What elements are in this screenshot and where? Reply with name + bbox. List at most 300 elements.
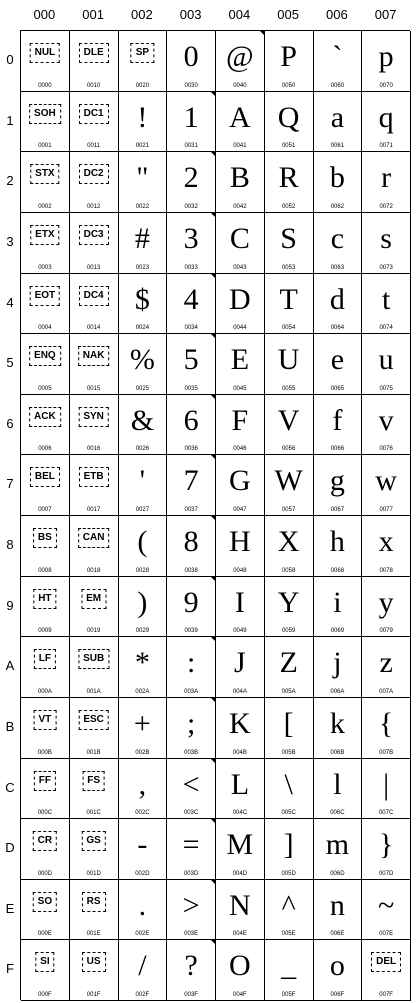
character-glyph: N (229, 888, 251, 922)
column-header-004: 004 (228, 7, 251, 22)
code-point-label: 006E (330, 931, 345, 938)
code-cell (362, 516, 411, 577)
code-cell (119, 880, 168, 941)
code-point-label: 006A (330, 688, 345, 695)
character-glyph: + (133, 706, 151, 740)
code-cell (265, 940, 314, 1001)
code-cell (70, 213, 119, 274)
code-point-label: 007C (378, 810, 394, 817)
code-cell (167, 395, 216, 456)
code-point-label: 0073 (379, 264, 393, 271)
code-cell (119, 577, 168, 638)
character-glyph: i (333, 585, 342, 619)
code-cell (167, 92, 216, 153)
code-cell (314, 455, 363, 516)
code-point-label: 0004 (38, 325, 52, 332)
code-point-label: 0003 (38, 264, 52, 271)
code-point-label: 005B (281, 749, 296, 756)
code-cell (70, 880, 119, 941)
code-point-label: 001B (86, 749, 101, 756)
code-cell (362, 759, 411, 820)
code-cell (216, 213, 265, 274)
code-cell (314, 334, 363, 395)
code-point-label: 0018 (86, 567, 101, 574)
code-cell (314, 395, 363, 456)
code-cell (21, 31, 70, 92)
character-glyph: x (378, 525, 394, 558)
character-glyph: p (378, 40, 394, 73)
code-cell (119, 31, 168, 92)
code-point-label: 005A (281, 688, 296, 695)
code-cell (167, 759, 216, 820)
control-abbreviation-box: CR (33, 831, 57, 851)
code-cell (216, 455, 265, 516)
code-cell (21, 759, 70, 820)
code-cell (362, 395, 411, 456)
control-abbreviation-box: FS (82, 771, 105, 791)
code-cell (314, 880, 363, 941)
character-glyph: [ (283, 706, 294, 740)
code-point-label: 0054 (281, 325, 296, 332)
character-glyph: ~ (378, 888, 395, 922)
character-glyph: d (329, 282, 345, 316)
code-cell (216, 274, 265, 335)
character-glyph: ` (332, 40, 343, 73)
character-glyph: 0 (183, 40, 199, 73)
code-cell (70, 395, 119, 456)
character-glyph: m (325, 828, 350, 862)
code-point-label: 004E (232, 931, 247, 938)
code-point-label: 000B (37, 749, 52, 756)
character-glyph: 6 (183, 403, 199, 437)
code-point-label: 0058 (281, 567, 296, 574)
row-header-9: 9 (6, 597, 14, 613)
code-point-label: 0032 (184, 203, 198, 210)
control-abbreviation-box: BS (33, 528, 57, 548)
code-point-label: 0043 (233, 264, 247, 271)
character-glyph: y (378, 585, 394, 619)
row-header-0: 0 (6, 52, 14, 67)
character-glyph: z (379, 646, 393, 680)
code-cell (314, 577, 363, 638)
code-cell (265, 334, 314, 395)
code-cell (21, 334, 70, 395)
code-cell (167, 455, 216, 516)
code-cell (21, 213, 70, 274)
code-point-label: 0034 (184, 325, 198, 332)
character-glyph: r (381, 161, 392, 195)
row-header-1: 1 (6, 112, 14, 128)
control-abbreviation-box: NUL (30, 43, 61, 63)
control-abbreviation-box: DLE (79, 43, 109, 63)
code-cell (70, 637, 119, 698)
code-cell (119, 637, 168, 698)
code-cell (119, 152, 168, 213)
code-cell (70, 274, 119, 335)
character-glyph: 5 (183, 343, 199, 377)
code-cell (265, 92, 314, 153)
control-abbreviation-box: VT (33, 710, 56, 730)
code-cell (70, 759, 119, 820)
code-cell (70, 31, 119, 92)
character-glyph: e (330, 343, 345, 377)
character-glyph: " (136, 161, 149, 195)
code-point-label: 006C (330, 810, 345, 817)
code-cell (265, 819, 314, 880)
character-glyph: u (378, 343, 394, 377)
code-cell (314, 152, 363, 213)
code-point-label: 001E (86, 931, 101, 938)
character-glyph: ! (137, 100, 148, 134)
code-point-label: 0047 (233, 507, 247, 513)
code-point-label: 0057 (281, 507, 296, 513)
code-point-label: 002E (135, 931, 150, 938)
code-point-label: 0022 (135, 203, 150, 210)
character-glyph: ^ (281, 888, 296, 922)
code-point-label: 0000 (38, 82, 52, 89)
character-glyph: & (130, 403, 155, 437)
code-cell (21, 395, 70, 456)
code-point-label: 007B (379, 749, 394, 756)
character-glyph: ( (137, 525, 148, 558)
code-point-label: 0044 (233, 325, 247, 332)
character-glyph: / (138, 949, 147, 983)
character-glyph: F (231, 403, 249, 437)
code-cell (265, 880, 314, 941)
control-abbreviation-box: DC2 (79, 164, 109, 184)
character-glyph: 4 (183, 282, 199, 316)
code-point-label: 0056 (281, 446, 296, 453)
code-point-label: 000D (37, 870, 53, 877)
code-point-label: 001F (86, 992, 101, 998)
code-point-label: 0041 (233, 143, 247, 150)
code-cell (362, 31, 411, 92)
column-header-005: 005 (277, 7, 299, 22)
column-header-003: 003 (179, 7, 202, 22)
code-point-label: 0010 (86, 82, 101, 89)
control-abbreviation-box: US (82, 952, 106, 972)
character-glyph: \ (284, 767, 293, 801)
code-point-label: 004A (232, 688, 247, 695)
code-point-label: 0039 (184, 628, 198, 635)
character-glyph: 9 (183, 585, 199, 619)
character-glyph: k (329, 706, 345, 740)
code-cell (119, 940, 168, 1001)
code-cell (216, 637, 265, 698)
code-point-label: 0038 (184, 567, 198, 574)
code-point-label: 0033 (184, 264, 198, 271)
character-glyph: b (329, 161, 345, 195)
code-cell (119, 516, 168, 577)
character-glyph: - (137, 828, 148, 862)
character-glyph: } (378, 828, 394, 862)
code-cell (362, 455, 411, 516)
code-point-label: 004F (233, 992, 247, 998)
code-cell (21, 152, 70, 213)
code-point-label: 0064 (330, 325, 345, 332)
code-point-label: 0027 (135, 507, 150, 513)
row-header-C: C (5, 779, 15, 795)
code-cell (167, 213, 216, 274)
code-cell (167, 516, 216, 577)
character-glyph: = (182, 828, 200, 862)
control-abbreviation-box: ESC (78, 710, 109, 730)
character-glyph: j (333, 646, 342, 680)
code-cell (167, 880, 216, 941)
code-cell (167, 31, 216, 92)
character-glyph: 2 (183, 161, 199, 195)
character-glyph: L (230, 767, 250, 801)
code-cell (362, 213, 411, 274)
character-glyph: _ (281, 949, 297, 983)
code-cell (362, 92, 411, 153)
row-header-2: 2 (6, 173, 14, 189)
character-glyph: > (182, 888, 200, 922)
row-header-E: E (5, 900, 15, 916)
code-point-label: 0035 (184, 385, 198, 392)
character-glyph: 7 (183, 464, 199, 498)
code-cell (314, 759, 363, 820)
row-header-A: A (5, 658, 15, 674)
code-cell (265, 213, 314, 274)
row-header-6: 6 (6, 415, 14, 431)
code-point-label: 005C (281, 810, 296, 817)
code-point-label: 0074 (379, 325, 393, 332)
character-glyph: f (332, 403, 343, 437)
character-glyph: U (277, 343, 300, 377)
code-point-label: 002D (135, 870, 150, 877)
code-cell (70, 152, 119, 213)
code-cell (119, 334, 168, 395)
code-cell (265, 577, 314, 638)
code-cell (362, 334, 411, 395)
code-point-label: 0008 (38, 567, 52, 574)
code-cell (265, 759, 314, 820)
code-cell (21, 880, 70, 941)
control-abbreviation-box: SO (33, 892, 57, 912)
character-glyph: I (234, 585, 245, 619)
control-abbreviation-box: NAK (78, 346, 110, 366)
code-cell (21, 637, 70, 698)
code-cell (119, 213, 168, 274)
code-point-label: 004C (232, 810, 248, 817)
row-header-B: B (5, 718, 15, 734)
character-glyph: A (229, 100, 251, 134)
code-cell (314, 516, 363, 577)
character-glyph: E (230, 343, 250, 377)
code-point-label: 003C (183, 810, 199, 817)
character-glyph: @ (226, 40, 254, 73)
code-cell (216, 819, 265, 880)
character-glyph: # (134, 221, 150, 255)
character-glyph: D (229, 282, 251, 316)
character-glyph: G (229, 464, 251, 498)
column-header-002: 002 (131, 7, 153, 22)
character-glyph: X (277, 525, 300, 558)
code-point-label: 0076 (379, 446, 393, 453)
control-abbreviation-box: EM (81, 589, 106, 609)
code-point-label: 0040 (233, 82, 247, 89)
code-cell (167, 274, 216, 335)
control-abbreviation-box: DC1 (79, 104, 109, 124)
character-glyph: % (129, 343, 155, 377)
code-point-label: 0059 (281, 628, 296, 635)
code-point-label: 0045 (233, 385, 247, 392)
code-cell (216, 152, 265, 213)
character-glyph: S (280, 221, 297, 255)
character-glyph: Y (277, 585, 300, 619)
character-glyph: l (333, 767, 342, 801)
character-glyph: < (182, 767, 200, 801)
code-point-label: 0028 (135, 567, 150, 574)
code-cell (314, 274, 363, 335)
control-abbreviation-box: SYN (78, 407, 109, 427)
character-glyph: K (229, 706, 251, 740)
character-glyph: w (375, 464, 397, 498)
code-point-label: 007D (378, 870, 394, 877)
character-glyph: | (383, 767, 390, 801)
code-cell (167, 334, 216, 395)
code-cell (70, 92, 119, 153)
code-point-label: 0071 (379, 143, 393, 150)
code-cell (21, 92, 70, 153)
code-point-label: 0007 (38, 507, 52, 513)
code-point-label: 006B (330, 749, 345, 756)
code-point-label: 0055 (281, 385, 296, 392)
code-cell (119, 759, 168, 820)
code-cell (362, 152, 411, 213)
character-glyph: $ (134, 282, 150, 316)
character-glyph: v (378, 403, 394, 437)
code-point-label: 0029 (135, 628, 150, 635)
code-point-label: 007E (379, 931, 394, 938)
code-point-label: 0037 (184, 507, 198, 513)
control-abbreviation-box: STX (30, 164, 59, 184)
code-point-label: 0011 (87, 143, 101, 150)
code-cell (119, 819, 168, 880)
character-glyph: C (229, 221, 250, 255)
code-point-label: 003D (183, 870, 199, 877)
character-glyph: . (138, 888, 147, 922)
code-chart-grid (20, 30, 410, 1000)
code-point-label: 005F (281, 992, 296, 998)
code-cell (362, 274, 411, 335)
code-point-label: 0001 (38, 143, 52, 150)
code-cell (314, 819, 363, 880)
character-glyph: O (229, 949, 251, 983)
code-point-label: 004B (232, 749, 247, 756)
control-abbreviation-box: ETX (30, 225, 59, 245)
code-cell (70, 940, 119, 1001)
code-point-label: 0019 (86, 628, 101, 635)
code-cell (216, 577, 265, 638)
code-cell (314, 31, 363, 92)
code-cell (70, 577, 119, 638)
control-abbreviation-box: ENQ (29, 346, 61, 366)
character-glyph: t (381, 282, 391, 316)
control-abbreviation-box: CAN (78, 528, 110, 548)
code-point-label: 002F (135, 992, 150, 998)
code-point-label: 003E (184, 931, 199, 938)
code-cell (265, 455, 314, 516)
column-header-001: 001 (82, 7, 104, 22)
code-cell (167, 698, 216, 759)
code-point-label: 0025 (135, 385, 150, 392)
code-point-label: 0052 (281, 203, 296, 210)
row-header-F: F (6, 961, 14, 977)
code-cell (119, 274, 168, 335)
code-point-label: 002A (135, 688, 150, 695)
character-glyph: 3 (183, 221, 199, 255)
character-glyph: J (234, 646, 246, 680)
control-abbreviation-box: DC4 (79, 286, 109, 306)
code-point-label: 0075 (379, 385, 393, 392)
code-point-label: 0016 (86, 446, 101, 453)
code-point-label: 001C (86, 810, 101, 817)
code-point-label: 0006 (38, 446, 52, 453)
code-point-label: 000C (37, 810, 53, 817)
row-header-5: 5 (6, 355, 14, 371)
code-point-label: 0002 (38, 203, 52, 210)
code-cell (265, 395, 314, 456)
code-cell (216, 940, 265, 1001)
character-glyph: R (278, 161, 299, 195)
code-point-label: 0060 (330, 82, 345, 89)
code-point-label: 000F (38, 992, 52, 998)
code-cell (70, 698, 119, 759)
character-glyph: g (329, 464, 345, 498)
character-glyph: * (134, 646, 150, 680)
character-glyph: ? (184, 949, 198, 983)
code-point-label: 0061 (330, 143, 345, 150)
code-point-label: 0048 (233, 567, 247, 574)
character-glyph: h (329, 525, 345, 558)
code-point-label: 0053 (281, 264, 296, 271)
code-cell (216, 92, 265, 153)
code-cell (314, 637, 363, 698)
code-cell (119, 455, 168, 516)
control-abbreviation-box: SOH (29, 104, 61, 124)
code-point-label: 0009 (38, 628, 52, 635)
character-glyph: o (329, 949, 345, 983)
code-cell (167, 637, 216, 698)
character-glyph: W (274, 464, 303, 498)
code-cell (362, 940, 411, 1001)
code-point-label: 002B (135, 749, 150, 756)
code-point-label: 001A (86, 688, 101, 695)
code-point-label: 0067 (330, 507, 345, 513)
character-glyph: T (279, 282, 298, 316)
character-glyph: 1 (183, 100, 199, 134)
code-cell (167, 940, 216, 1001)
code-cell (167, 152, 216, 213)
code-point-label: 0026 (135, 446, 150, 453)
code-point-label: 0066 (330, 446, 345, 453)
code-point-label: 0050 (281, 82, 296, 89)
control-abbreviation-box: SUB (78, 649, 109, 669)
code-point-label: 003A (184, 688, 199, 695)
code-cell (314, 940, 363, 1001)
code-cell (119, 92, 168, 153)
control-abbreviation-box: SP (131, 43, 154, 63)
character-glyph: ] (283, 828, 294, 862)
code-cell (216, 880, 265, 941)
code-point-label: 0049 (233, 628, 247, 635)
code-cell (216, 395, 265, 456)
control-abbreviation-box: BEL (30, 467, 60, 487)
code-point-label: 006D (330, 870, 345, 877)
control-abbreviation-box: ACK (29, 407, 61, 427)
